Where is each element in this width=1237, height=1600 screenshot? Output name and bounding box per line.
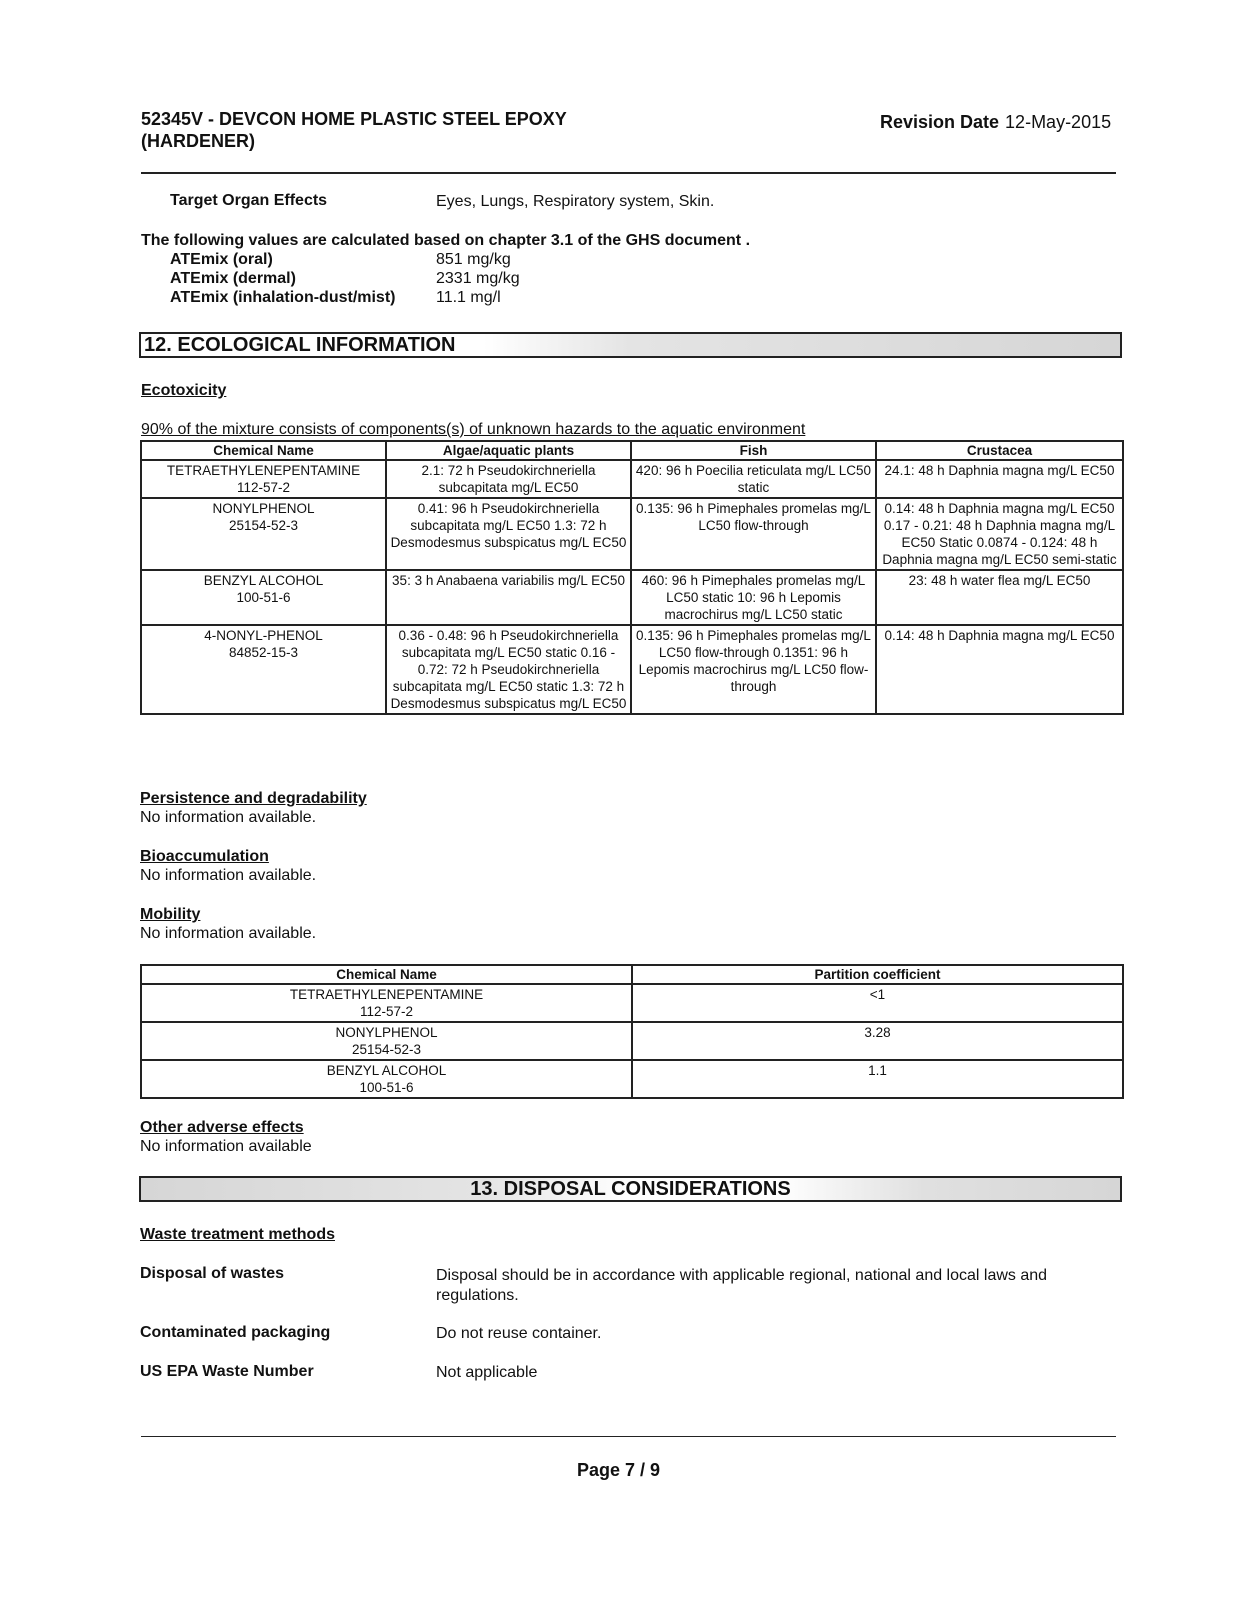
section-13-title: 13. DISPOSAL CONSIDERATIONS — [470, 1178, 791, 1200]
partition-value: <1 — [632, 984, 1123, 1022]
atemix-inhalation-value: 11.1 mg/l — [436, 289, 501, 306]
chemical-cell — [141, 498, 386, 570]
mixture-note: 90% of the mixture consists of components(s) of unknown hazards to the aquatic environment — [141, 421, 806, 438]
chemical-name: NONYLPHENOL — [335, 1025, 438, 1040]
disposal-wastes-value: Disposal should be in accordance with applicable regional, national and local laws and regulations. — [436, 1267, 1048, 1304]
cas-number: 25154-52-3 — [351, 1042, 422, 1057]
partition-header-row — [141, 965, 1123, 984]
algae-cell: 0.36 - 0.48: 96 h Pseudokirchneriella subcapitata mg/L EC50 static 0.16 - 0.72: 72 h Pseudokirchneriella subcapitata mg/L EC50 static 1.3: 72 h Desmodesmus subspicatus mg/L EC50 — [386, 625, 631, 714]
disposal-wastes-label: Disposal of wastes — [140, 1265, 285, 1282]
cas-number: 112-57-2 — [359, 1004, 414, 1019]
section-12-title: 12. ECOLOGICAL INFORMATION — [144, 334, 456, 356]
col-header-chemical-name: Chemical Name — [141, 441, 386, 460]
chemical-cell — [141, 984, 632, 1022]
table-row — [141, 460, 1123, 498]
product-title-line1: 52345V - DEVCON HOME PLASTIC STEEL EPOXY — [141, 109, 567, 129]
chemical-name: TETRAETHYLENEPENTAMINE — [289, 987, 484, 1002]
ecotoxicity-header-row — [141, 441, 1123, 460]
table-row — [141, 570, 1123, 625]
persistence-heading: Persistence and degradability — [140, 790, 367, 807]
cas-number: 25154-52-3 — [228, 518, 299, 533]
col-header-fish: Fish — [631, 441, 876, 460]
footer-divider — [141, 1436, 1116, 1437]
persistence-text: No information available. — [140, 809, 317, 826]
contaminated-packaging-value: Do not reuse container. — [436, 1325, 602, 1342]
product-title — [141, 108, 661, 152]
target-organ-value: Eyes, Lungs, Respiratory system, Skin. — [436, 193, 715, 210]
crustacea-cell: 0.14: 48 h Daphnia magna mg/L EC50 0.17 - 0.21: 48 h Daphnia magna mg/L EC50 Static 0.0874 - 0.124: 48 h Daphnia magna mg/L EC50 semi-static — [876, 498, 1123, 570]
fish-cell: 460: 96 h Pimephales promelas mg/L LC50 static 10: 96 h Lepomis macrochirus mg/L LC50 static — [631, 570, 876, 625]
chemical-name: BENZYL ALCOHOL — [203, 573, 324, 588]
fish-cell: 0.135: 96 h Pimephales promelas mg/L LC50 flow-through 0.1351: 96 h Lepomis macrochirus mg/L LC50 flow-through — [631, 625, 876, 714]
partition-value: 1.1 — [632, 1060, 1123, 1098]
page-number: Page 7 / 9 — [576, 1460, 661, 1480]
col-header-crustacea: Crustacea — [876, 441, 1123, 460]
bioaccumulation-heading: Bioaccumulation — [140, 848, 269, 865]
revision-date-label: Revision Date — [880, 112, 1000, 132]
other-effects-text: No information available — [140, 1138, 312, 1155]
atemix-intro: The following values are calculated based on chapter 3.1 of the GHS document . — [141, 232, 751, 249]
chemical-cell — [141, 1060, 632, 1098]
atemix-dermal-value: 2331 mg/kg — [436, 270, 520, 287]
mobility-text: No information available. — [140, 925, 317, 942]
cas-number: 100-51-6 — [236, 590, 291, 605]
algae-cell: 2.1: 72 h Pseudokirchneriella subcapitata mg/L EC50 — [386, 460, 631, 498]
table-row — [141, 1022, 1123, 1060]
chemical-name: BENZYL ALCOHOL — [326, 1063, 447, 1078]
table-row — [141, 1060, 1123, 1098]
revision-date-block — [880, 112, 1111, 133]
atemix-dermal-label: ATEmix (dermal) — [170, 270, 296, 287]
table-row — [141, 984, 1123, 1022]
epa-waste-number-label: US EPA Waste Number — [140, 1363, 314, 1380]
partition-value: 3.28 — [632, 1022, 1123, 1060]
waste-treatment-heading: Waste treatment methods — [140, 1226, 335, 1243]
crustacea-cell: 0.14: 48 h Daphnia magna mg/L EC50 — [876, 625, 1123, 714]
target-organ-label: Target Organ Effects — [170, 192, 328, 209]
section-12-bar — [139, 332, 1122, 358]
atemix-oral-value: 851 mg/kg — [436, 251, 511, 268]
cas-number: 84852-15-3 — [228, 645, 299, 660]
atemix-oral-label: ATEmix (oral) — [170, 251, 273, 268]
revision-date-value: 12-May-2015 — [1005, 112, 1112, 132]
crustacea-cell: 24.1: 48 h Daphnia magna mg/L EC50 — [876, 460, 1123, 498]
ecotoxicity-table — [140, 440, 1124, 715]
algae-cell: 0.41: 96 h Pseudokirchneriella subcapitata mg/L EC50 1.3: 72 h Desmodesmus subspicatus mg/L EC50 — [386, 498, 631, 570]
chemical-name: NONYLPHENOL — [212, 501, 315, 516]
col-header-partition-coefficient: Partition coefficient — [632, 965, 1123, 984]
chemical-cell — [141, 570, 386, 625]
fish-cell: 0.135: 96 h Pimephales promelas mg/L LC50 flow-through — [631, 498, 876, 570]
chemical-cell — [141, 625, 386, 714]
col-header-algae: Algae/aquatic plants — [386, 441, 631, 460]
chemical-cell — [141, 460, 386, 498]
chemical-cell — [141, 1022, 632, 1060]
algae-cell: 35: 3 h Anabaena variabilis mg/L EC50 — [386, 570, 631, 625]
bioaccumulation-text: No information available. — [140, 867, 317, 884]
crustacea-cell: 23: 48 h water flea mg/L EC50 — [876, 570, 1123, 625]
cas-number: 112-57-2 — [236, 480, 291, 495]
header-divider — [141, 172, 1116, 174]
atemix-inhalation-label: ATEmix (inhalation-dust/mist) — [170, 289, 396, 306]
partition-table — [140, 964, 1124, 1099]
chemical-name: 4-NONYL-PHENOL — [204, 628, 323, 643]
other-effects-heading: Other adverse effects — [140, 1119, 304, 1136]
cas-number: 100-51-6 — [359, 1080, 414, 1095]
fish-cell: 420: 96 h Poecilia reticulata mg/L LC50 static — [631, 460, 876, 498]
table-row — [141, 498, 1123, 570]
epa-waste-number-value: Not applicable — [436, 1364, 538, 1381]
chemical-name: TETRAETHYLENEPENTAMINE — [166, 463, 361, 478]
mobility-heading: Mobility — [140, 906, 201, 923]
ecotoxicity-heading: Ecotoxicity — [141, 382, 227, 399]
table-row — [141, 625, 1123, 714]
contaminated-packaging-label: Contaminated packaging — [140, 1324, 331, 1341]
section-13-bar — [139, 1176, 1122, 1202]
product-title-line2: (HARDENER) — [141, 131, 255, 151]
col-header-chemical-name: Chemical Name — [141, 965, 632, 984]
